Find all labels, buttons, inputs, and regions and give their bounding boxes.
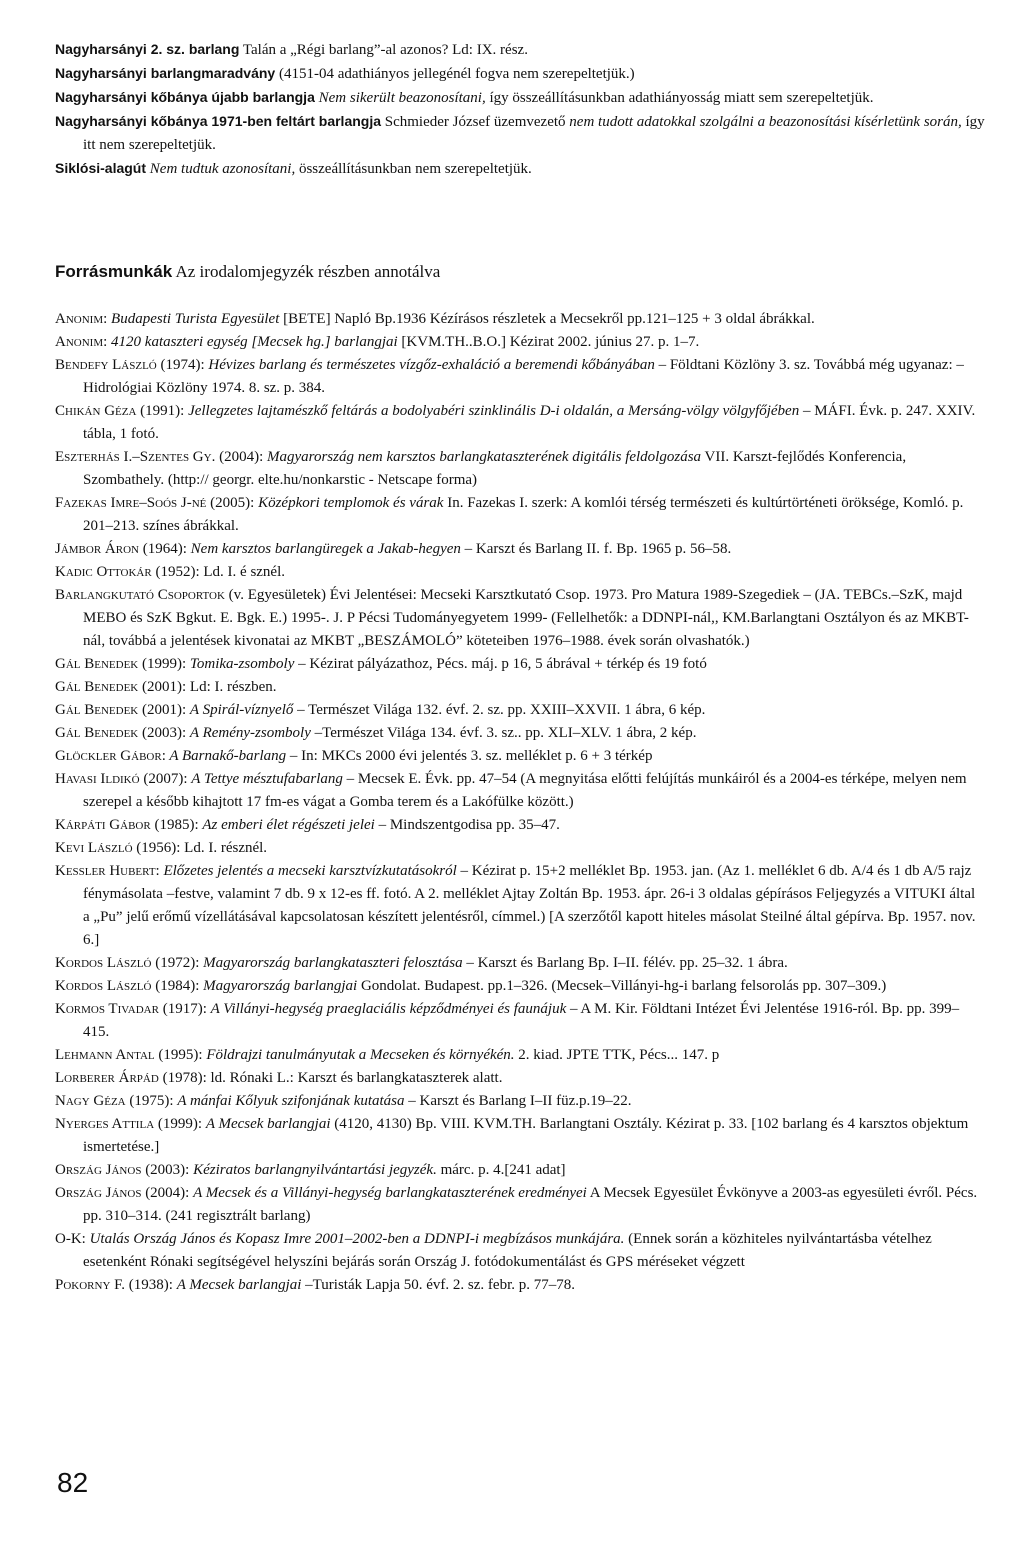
- ref-title: A Villányi-hegység praeglaciális képződményei és faunájuk: [210, 1001, 567, 1017]
- ref-rest: (2005):: [206, 495, 259, 511]
- reference-item: [55, 308, 985, 331]
- cave-name: Siklósi-alagút: [55, 160, 147, 176]
- reference-item: [55, 446, 985, 492]
- ref-author: O-K:: [55, 1231, 86, 1247]
- ref-rest: – Kézirat pályázathoz, Pécs. máj. p 16, 5 ábrával + térkép és 19 fotó: [294, 656, 707, 672]
- cave-entry: [55, 86, 985, 110]
- ref-author: Gál Benedek: [55, 702, 139, 718]
- ref-author: Lehmann Antal: [55, 1047, 155, 1063]
- ref-rest: (4120, 4130) Bp. VIII. KVM.TH. Barlangtani Osztály. Kézirat p. 33. [102 barlang és 4 karsztos objektum ismertetése.]: [83, 1116, 969, 1155]
- reference-item: [55, 860, 985, 952]
- ref-rest: (1972):: [151, 955, 204, 971]
- ref-rest: (2007):: [139, 771, 192, 787]
- ref-rest: (1984):: [151, 978, 204, 994]
- ref-title: A Mecsek barlangjai: [205, 1116, 331, 1132]
- cave-name: Nagyharsányi barlangmaradvány: [55, 65, 276, 81]
- cave-text: így összeállításunkban adathiányosság miatt sem szerepeltetjük.: [485, 90, 874, 106]
- ref-author: Anonim:: [55, 311, 108, 327]
- ref-author: Havasi Ildikó: [55, 771, 140, 787]
- ref-rest: [KVM.TH..B.O.] Kézirat 2002. június 27. p. 1–7.: [397, 334, 700, 350]
- reference-item: [55, 538, 985, 561]
- ref-rest: Egyesületek) Évi Jelentései: Mecseki Karsztkutató Csop. 1973. Pro Matura 1989-Szegediek – (JA. TEBCs.–SzK, majd MEBO és SzK Bgkut. E. Bgk. E.) 1995-. J. P Pécsi Tudományegyetem 1999- (Fellelhetők: a DDNPI-nál,, KM.Barlangtani Osztályon és az MKBT-nál, továbbá a jelentések kivonatai az MKBT „BESZÁMOLÓ” köteteiben 1976–1988. évek során olvashatók.): [83, 587, 969, 649]
- ref-rest: (1995):: [154, 1047, 207, 1063]
- ref-author: Ország János: [55, 1162, 142, 1178]
- reference-item: [55, 1113, 985, 1159]
- reference-item: [55, 952, 985, 975]
- ref-rest: A Mecsek Egyesület Évkönyve a 2003-as egyesületi évről. Pécs. pp. 310–314. (241 regisztrált barlang): [83, 1185, 978, 1224]
- ref-title: A Mecsek és a Villányi-hegység barlangkataszterének eredményei: [193, 1185, 587, 1201]
- ref-rest: (1999):: [154, 1116, 206, 1132]
- ref-author: Kordos László: [55, 978, 152, 994]
- reference-item: [55, 1182, 985, 1228]
- reference-item: [55, 998, 985, 1044]
- reference-item: [55, 584, 985, 653]
- ref-title: Magyarország barlangjai: [203, 978, 358, 994]
- ref-title: A Spirál-víznyelő: [189, 702, 294, 718]
- ref-rest: –Turisták Lapja 50. évf. 2. sz. febr. p. 77–78.: [301, 1277, 575, 1293]
- ref-title: Az emberi élet régészeti jelei: [202, 817, 375, 833]
- ref-title: Földrajzi tanulmányutak a Mecseken és környékén.: [206, 1047, 515, 1063]
- ref-author: Nagy Géza: [55, 1093, 126, 1109]
- ref-rest: – Karszt és Barlang Bp. I–II. félév. pp. 25–32. 1 ábra.: [462, 955, 788, 971]
- ref-rest: – Karszt és Barlang I–II füz.p.19–22.: [404, 1093, 632, 1109]
- ref-rest: (2001): Ld: I. részben.: [138, 679, 277, 695]
- ref-author: Anonim:: [55, 334, 108, 350]
- ref-author: Gál Benedek: [55, 656, 139, 672]
- reference-item: [55, 745, 985, 768]
- ref-title: A Mecsek barlangjai: [176, 1277, 302, 1293]
- ref-rest: (1975):: [125, 1093, 178, 1109]
- reference-item: [55, 768, 985, 814]
- ref-rest: – A M. Kir. Földtani Intézet Évi Jelentése 1916-ról. Bp. pp. 399–415.: [83, 1001, 960, 1040]
- cave-entry: [55, 62, 985, 86]
- ref-title: Hévizes barlang és természetes vízgőz-exhaláció a beremendi kőbányában: [204, 357, 655, 373]
- ref-rest: – Mecsek E. Évk. pp. 47–54 (A megnyitása előtti felújítás munkáiról és a 2004-es térképe, melyen nem szerepel a később kihajtott 17 fm-es vágat a Gomba terem és a Lakófülke között.): [83, 771, 967, 810]
- reference-item: [55, 1067, 985, 1090]
- ref-author: Fazekas Imre–Soós J-né: [55, 495, 207, 511]
- reference-item: [55, 837, 985, 860]
- ref-rest: (v.: [224, 587, 248, 603]
- ref-rest: – Földtani Közlöny 3. sz. Továbbá még ugyanaz: – Hidrológiai Közlöny 1974. 8. sz. p. 384.: [83, 357, 964, 396]
- ref-author: Kevi László: [55, 840, 133, 856]
- reference-item: [55, 975, 985, 998]
- cave-text: (4151-04 adathiányos jellegénél fogva nem szerepeltetjük.): [275, 66, 635, 82]
- reference-item: [55, 814, 985, 837]
- ref-author: Eszterhás I.–Szentes Gy.: [55, 449, 216, 465]
- reference-item: [55, 1090, 985, 1113]
- ref-rest: márc. p. 4.[241 adat]: [436, 1162, 566, 1178]
- ref-title: Kéziratos barlangnyilvántartási jegyzék.: [193, 1162, 437, 1178]
- ref-rest: (1956): Ld. I. résznél.: [132, 840, 268, 856]
- ref-rest: – Természet Világa 132. évf. 2. sz. pp. XXIII–XXVII. 1 ábra, 6 kép.: [293, 702, 706, 718]
- reference-item: [55, 1228, 985, 1274]
- cave-note: nem tudott adatokkal szolgálni a beazonosítási kísérletünk során,: [565, 114, 962, 130]
- ref-rest: (1964):: [139, 541, 191, 557]
- ref-rest: VII. Karszt-fejlődés Konferencia, Szombathely. (http:// georgr. elte.hu/nonkarstic - Netscape forma): [83, 449, 907, 488]
- reference-item: [55, 400, 985, 446]
- ref-rest: (2004):: [141, 1185, 194, 1201]
- ref-title: Előzetes jelentés a mecseki karsztvízkutatásokról: [159, 863, 457, 879]
- ref-title: Magyarország nem karsztos barlangkataszterének digitális feldolgozása: [267, 449, 702, 465]
- ref-rest: – Karszt és Barlang II. f. Bp. 1965 p. 56–58.: [460, 541, 732, 557]
- section-heading: [55, 260, 440, 284]
- ref-title: A Barnakő-barlang: [165, 748, 287, 764]
- reference-item: [55, 699, 985, 722]
- reference-item: [55, 354, 985, 400]
- ref-author: Nyerges Attila: [55, 1116, 155, 1132]
- ref-author: Pokorny F.: [55, 1277, 126, 1293]
- ref-title: A mánfai Kőlyuk szifonjának kutatása: [177, 1093, 405, 1109]
- cave-note: Nem tudtuk azonosítani,: [146, 161, 296, 177]
- ref-rest: Gondolat. Budapest. pp.1–326. (Mecsek–Villányi-hg-i barlang felsorolás pp. 307–309.): [357, 978, 887, 994]
- ref-rest: (2004):: [215, 449, 268, 465]
- ref-rest: (2001):: [138, 702, 190, 718]
- reference-item: [55, 331, 985, 354]
- ref-rest: – MÁFI. Évk. p. 247. XXIV. tábla, 1 fotó.: [83, 403, 976, 442]
- ref-title: Jellegzetes lajtamészkő feltárás a bodolyabéri szinklinális D-i oldalán, a Mersáng-völgy völgyfőjében: [184, 403, 800, 419]
- cave-tail: így itt nem szerepeltetjük.: [83, 114, 985, 153]
- ref-author: Kordos László: [55, 955, 152, 971]
- cave-text: összeállításunkban nem szerepeltetjük.: [295, 161, 532, 177]
- reference-item: [55, 676, 985, 699]
- heading-bold: Forrásmunkák: [55, 262, 173, 281]
- ref-author: Kormos Tivadar: [55, 1001, 159, 1017]
- reference-item: [55, 492, 985, 538]
- ref-rest: In. Fazekas I. szerk: A komlói térség természeti és kultúrtörténeti öröksége, Komló. p. 201–213. színes ábrákkal.: [83, 495, 964, 534]
- ref-author: Jámbor Áron: [55, 541, 139, 557]
- ref-author: Kadic Ottokár: [55, 564, 152, 580]
- cave-entry: [55, 110, 985, 157]
- reference-list: [55, 308, 985, 1297]
- cave-text: Talán a „Régi barlang”-al azonos? Ld: IX. rész.: [239, 42, 528, 58]
- reference-item: [55, 653, 985, 676]
- ref-title: Középkori templomok és várak: [258, 495, 444, 511]
- cave-entry: [55, 157, 985, 181]
- ref-author: Kessler Hubert:: [55, 863, 160, 879]
- cave-text: Schmieder József üzemvezető: [381, 114, 566, 130]
- ref-rest: (Ennek során a közhiteles nyilvántartásba vételhez esetenként Rónaki segítségével helyszíni bejárás során Ország J. fotódokumentálást és GPS méréseket végzett: [83, 1231, 932, 1270]
- cave-note: Nem sikerült beazonosítani,: [314, 90, 486, 106]
- ref-rest: –Természet Világa 134. évf. 3. sz.. pp. XLI–XLV. 1 ábra, 2 kép.: [310, 725, 697, 741]
- ref-title: Nem karsztos barlangüregek a Jakab-hegyen: [190, 541, 461, 557]
- page-number: 82: [57, 1467, 89, 1498]
- ref-author: Bendefy László (1974):: [55, 357, 205, 373]
- ref-author: Chikán Géza (1991):: [55, 403, 185, 419]
- ref-author: Gál Benedek: [55, 725, 139, 741]
- ref-title: A Remény-zsomboly: [189, 725, 311, 741]
- reference-item: [55, 561, 985, 584]
- ref-rest: – Kézirat p. 15+2 melléklet Bp. 1953. jan. (Az 1. melléklet 6 db. A/4 és 1 db A/5 rajz fénymásolata –festve, valamint 7 db. 9 x 12-es ff. fotó. A 2. melléklet Ajtay Zoltán Bp. 1953. ápr. 26-i 3 oldalas gépírásos Feljegyzés a VITUKI által a „Pu” jelű erőmű vízellátásával kapcsolatosan készített jelentésről, címmel.) [A szerzőtől kapott hiteles másolat Steilné által gépírva. Bp. 1957. nov. 6.]: [83, 863, 976, 948]
- ref-title: Utalás Ország János és Kopasz Imre 2001–2002-ben a DDNPI-i megbízásos munkájára.: [85, 1231, 625, 1247]
- ref-rest: (2003):: [138, 725, 190, 741]
- ref-title: 4120 kataszteri egység [Mecsek hg.] barlangjai: [107, 334, 398, 350]
- cave-entry: [55, 38, 985, 62]
- reference-item: [55, 1044, 985, 1067]
- ref-title: Tomika-zsomboly: [189, 656, 295, 672]
- ref-title: Budapesti Turista Egyesület: [107, 311, 280, 327]
- ref-author: Gál Benedek: [55, 679, 139, 695]
- reference-item: [55, 1274, 985, 1297]
- cave-name: Nagyharsányi 2. sz. barlang: [55, 41, 240, 57]
- reference-item: [55, 722, 985, 745]
- ref-rest: (2003):: [141, 1162, 194, 1178]
- ref-title: A Tettye mésztufabarlang: [191, 771, 343, 787]
- ref-rest: (1938):: [125, 1277, 177, 1293]
- ref-author: Lorberer Árpád: [55, 1070, 159, 1086]
- ref-rest: (1985):: [150, 817, 203, 833]
- ref-rest: (1978): ld. Rónaki L.: Karszt és barlangkataszterek alatt.: [158, 1070, 503, 1086]
- ref-rest: [BETE] Napló Bp.1936 Kézírásos részletek a Mecsekről pp.121–125 + 3 oldal ábrákkal.: [279, 311, 815, 327]
- ref-rest: – Mindszentgodisa pp. 35–47.: [374, 817, 560, 833]
- cave-name: Nagyharsányi kőbánya újabb barlangja: [55, 89, 315, 105]
- reference-item: [55, 1159, 985, 1182]
- cave-name: Nagyharsányi kőbánya 1971-ben feltárt barlangja: [55, 113, 382, 129]
- ref-author: Glöckler Gábor:: [55, 748, 166, 764]
- ref-rest: 2. kiad. JPTE TTK, Pécs... 147. p: [514, 1047, 720, 1063]
- ref-rest: – In: MKCs 2000 évi jelentés 3. sz. melléklet p. 6 + 3 térkép: [286, 748, 653, 764]
- ref-title: Magyarország barlangkataszteri felosztása: [203, 955, 463, 971]
- heading-rest: Az irodalomjegyzék részben annotálva: [172, 262, 441, 281]
- ref-author: Barlangkutató Csoportok: [55, 587, 225, 603]
- ref-rest: (1917):: [158, 1001, 211, 1017]
- ref-author: Ország János: [55, 1185, 142, 1201]
- cave-entries: [55, 38, 985, 181]
- ref-rest: (1999):: [138, 656, 190, 672]
- ref-author: Kárpáti Gábor: [55, 817, 151, 833]
- ref-rest: (1952): Ld. I. é sznél.: [151, 564, 286, 580]
